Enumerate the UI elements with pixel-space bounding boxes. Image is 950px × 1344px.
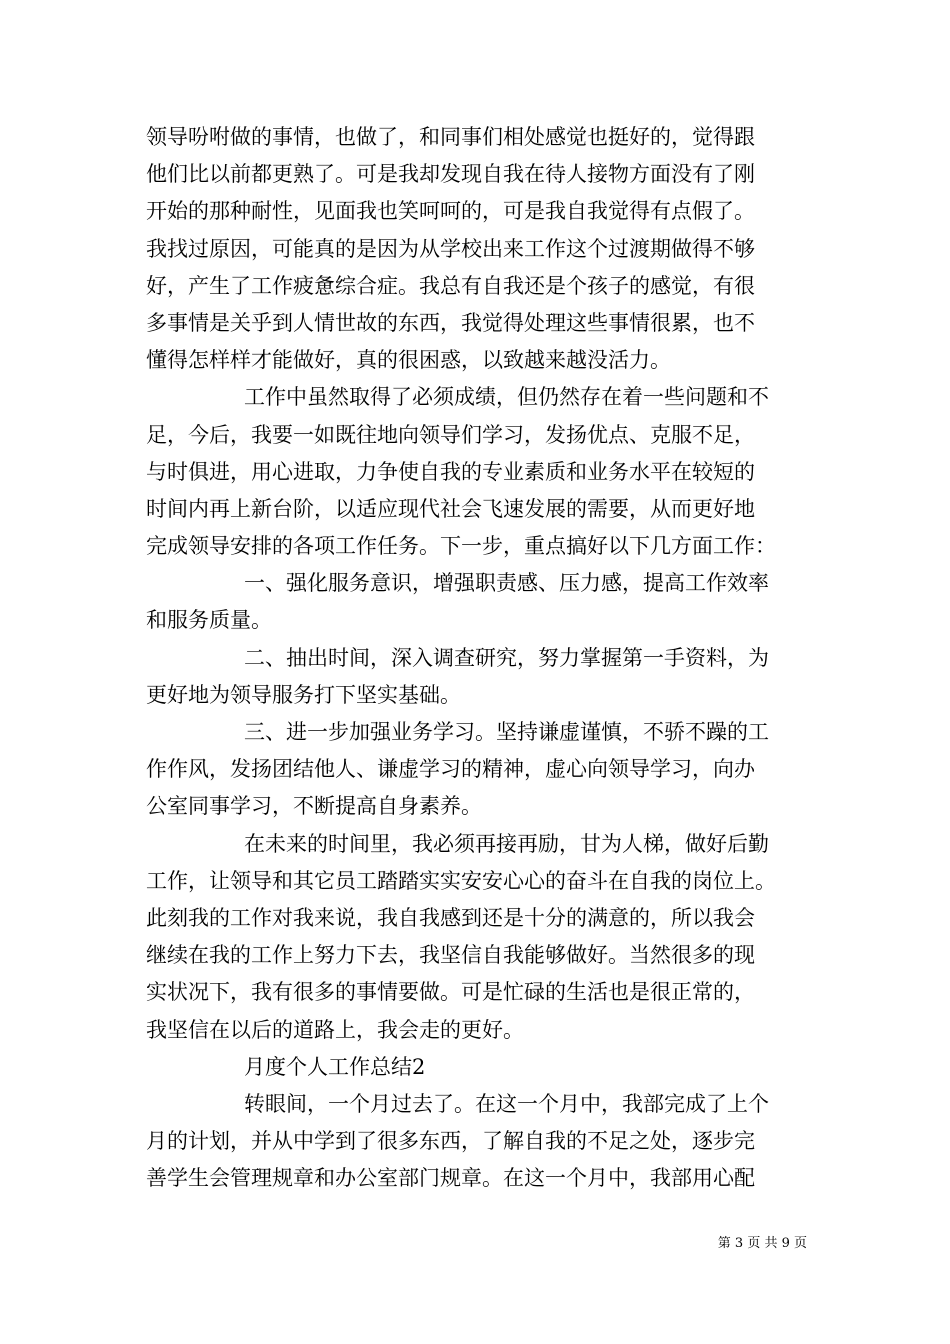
text-line: 更好地为领导服务打下坚实基础。 [146, 682, 461, 707]
text-line: 此刻我的工作对我来说，我自我感到还是十分的满意的，所以我会 [146, 905, 755, 930]
text-line: 公室同事学习，不断提高自身素养。 [146, 794, 482, 819]
text-line: 我找过原因，可能真的是因为从学校出来工作这个过渡期做得不够 [146, 236, 755, 261]
text-line: 二、抽出时间，深入调查研究，努力掌握第一手资料，为 [244, 645, 769, 670]
text-line: 完成领导安排的各项工作任务。下一步，重点搞好以下几方面工作： [146, 534, 776, 559]
text-line: 月的计划，并从中学到了很多东西，了解自我的不足之处，逐步完 [146, 1129, 755, 1154]
text-line: 我坚信在以后的道路上，我会走的更好。 [146, 1017, 524, 1042]
text-line: 多事情是关乎到人情世故的东西，我觉得处理这些事情很累，也不 [146, 310, 755, 335]
text-line: 足，今后，我要一如既往地向领导们学习，发扬优点、克服不足， [146, 422, 755, 447]
document-body [146, 119, 812, 1197]
text-line: 作作风，发扬团结他人、谦虚学习的精神，虚心向领导学习，向办 [146, 757, 755, 782]
text-line: 他们比以前都更熟了。可是我却发现自我在待人接物方面没有了刚 [146, 162, 755, 187]
page-number-footer: 第 3 页 共 9 页 [717, 1236, 807, 1251]
text-line: 和服务质量。 [146, 608, 272, 633]
text-line: 懂得怎样样才能做好，真的很困惑，以致越来越没活力。 [146, 348, 671, 373]
text-line: 月度个人工作总结2 [244, 1054, 426, 1079]
text-line: 工作，让领导和其它员工踏踏实实安安心心的奋斗在自我的岗位上。 [146, 868, 776, 893]
text-line: 领导吩咐做的事情，也做了，和同事们相处感觉也挺好的，觉得跟 [146, 125, 755, 149]
text-line: 继续在我的工作上努力下去，我坚信自我能够做好。当然很多的现 [146, 943, 755, 968]
text-line: 开始的那种耐性，见面我也笑呵呵的，可是我自我觉得有点假了。 [146, 199, 755, 224]
text-line: 一、强化服务意识，增强职责感、压力感，提高工作效率 [244, 571, 769, 596]
text-line: 转眼间，一个月过去了。在这一个月中，我部完成了上个 [244, 1091, 769, 1116]
text-line: 在未来的时间里，我必须再接再励，甘为人梯，做好后勤 [244, 831, 769, 856]
text-line: 好，产生了工作疲惫综合症。我总有自我还是个孩子的感觉，有很 [146, 273, 755, 298]
text-line: 工作中虽然取得了必须成绩，但仍然存在着一些问题和不 [244, 385, 769, 410]
text-line: 时间内再上新台阶，以适应现代社会飞速发展的需要，从而更好地 [146, 496, 755, 521]
text-line: 与时俱进，用心进取，力争使自我的专业素质和业务水平在较短的 [146, 459, 755, 484]
text-line: 实状况下，我有很多的事情要做。可是忙碌的生活也是很正常的， [146, 980, 755, 1005]
text-line: 三、进一步加强业务学习。坚持谦虚谨慎，不骄不躁的工 [244, 720, 769, 744]
text-line: 善学生会管理规章和办公室部门规章。在这一个月中，我部用心配 [146, 1166, 755, 1191]
